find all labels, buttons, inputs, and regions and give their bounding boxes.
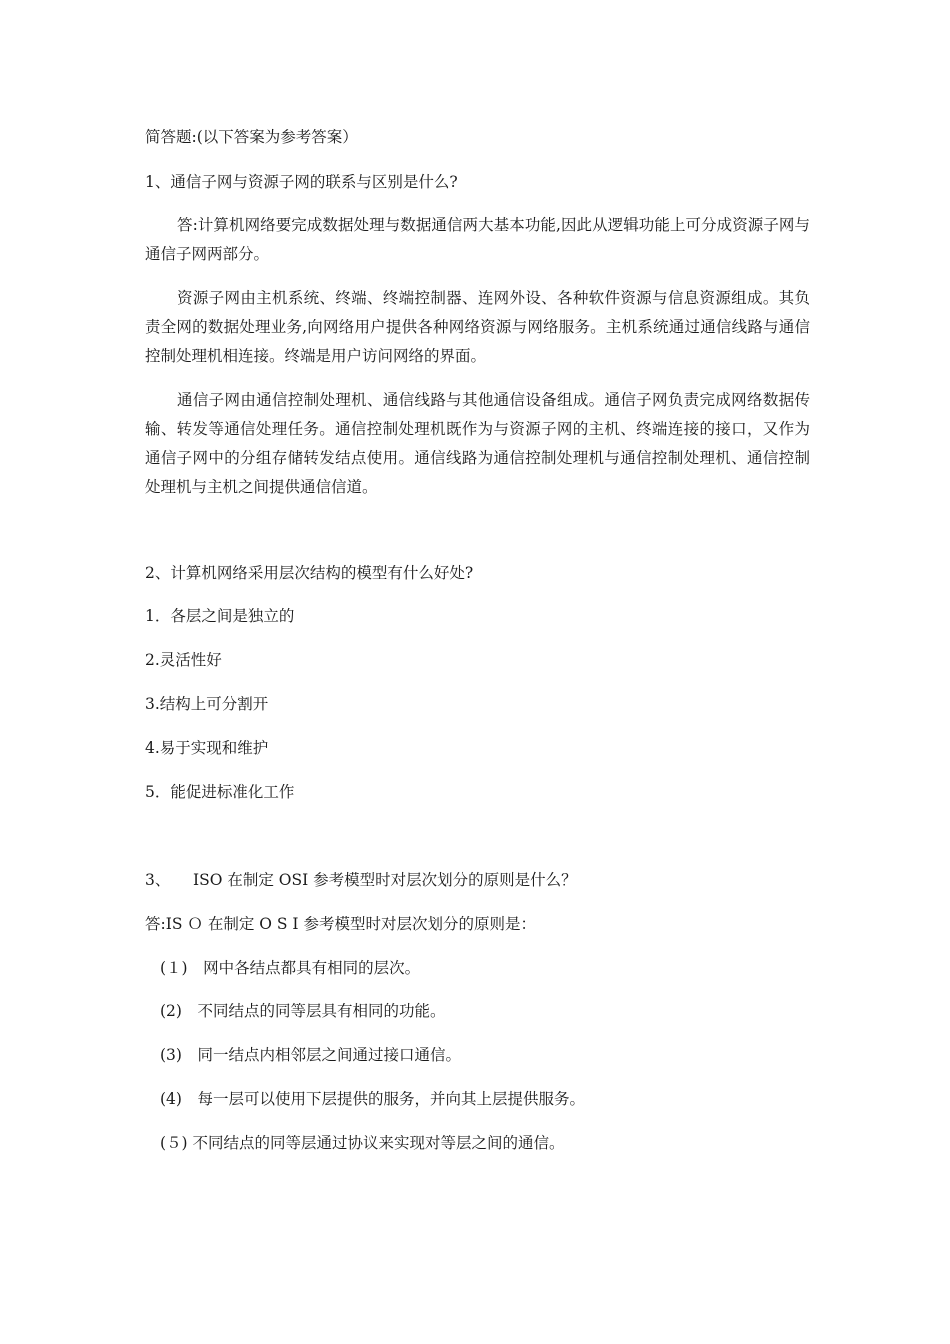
q1-answer-paragraph-3: 通信子网由通信控制处理机、通信线路与其他通信设备组成。通信子网负责完成网络数据传输、转发等通信处理任务。通信控制处理机既作为与资源子网的主机、终端连接的接口，又作为通信子网中的分组存储转发结点使用。通信线路为通信控制处理机与通信控制处理机、通信控制处理机与主机之间提供通信信道。 — [145, 391, 810, 496]
q2-item-5: 5．能促进标准化工作 — [145, 783, 295, 801]
q2-item-4: 4.易于实现和维护 — [145, 739, 269, 757]
q3-item-2: (2) 不同结点的同等层具有相同的功能。 — [160, 1002, 446, 1020]
q3-question: ISO 在制定 OSI 参考模型时对层次划分的原则是什么？ — [193, 871, 577, 889]
q2-item-1: 1．各层之间是独立的 — [145, 607, 295, 625]
q1-question: 1、通信子网与资源子网的联系与区别是什么? — [145, 173, 458, 191]
q3-item-3: (3) 同一结点内相邻层之间通过接口通信。 — [160, 1046, 461, 1064]
q3-answer-intro: 答:IS Ｏ 在制定 O S I 参考模型时对层次划分的原则是： — [145, 915, 536, 933]
q3-item-4: (4) 每一层可以使用下层提供的服务，并向其上层提供服务。 — [160, 1090, 585, 1108]
q1-answer-paragraph-1: 答:计算机网络要完成数据处理与数据通信两大基本功能,因此从逻辑功能上可分成资源子网与通信子网两部分。 — [145, 216, 810, 263]
q1-answer-paragraph-2: 资源子网由主机系统、终端、终端控制器、连网外设、各种软件资源与信息资源组成。其负责全网的数据处理业务,向网络用户提供各种网络资源与网络服务。主机系统通过通信线路与通信控制处理机相连接。终端是用户访问网络的界面。 — [145, 289, 810, 365]
intro-heading: 简答题:(以下答案为参考答案） — [145, 128, 358, 146]
q2-question: 2、计算机网络采用层次结构的模型有什么好处? — [145, 564, 474, 582]
q2-item-3: 3.结构上可分割开 — [145, 695, 269, 713]
q3-question-line — [145, 870, 577, 890]
q3-item-5: (５) 不同结点的同等层通过协议来实现对等层之间的通信。 — [160, 1134, 565, 1152]
q2-item-2: 2.灵活性好 — [145, 651, 222, 669]
q3-number: 3、 — [145, 871, 171, 889]
q3-item-1: (１) 网中各结点都具有相同的层次。 — [160, 959, 421, 977]
